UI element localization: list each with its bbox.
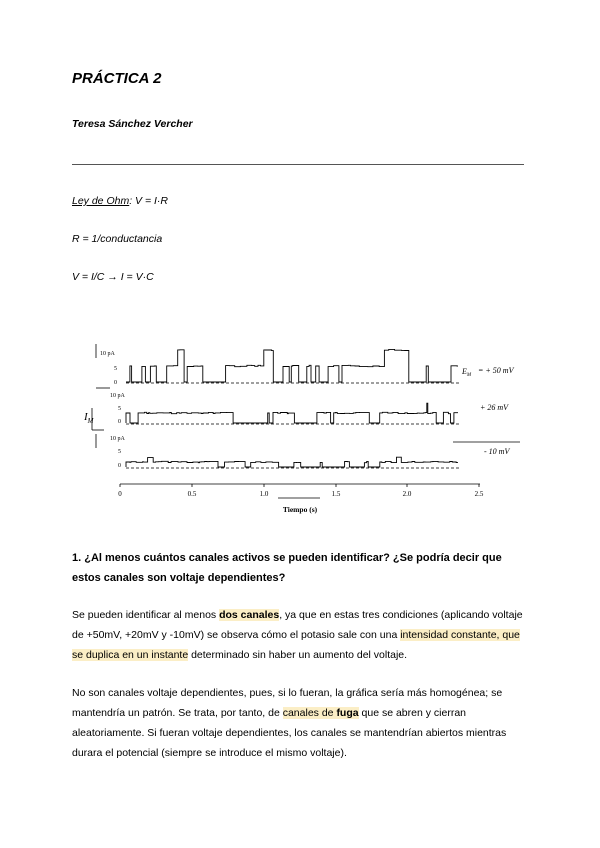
p1-highlight-2: intensidad constante, que se duplica en un instante [72,629,520,661]
trace1-scale-zero: 0 [114,380,117,386]
trace-group [126,349,458,467]
ohm-law-formula: : V = I·R [129,195,169,207]
x-tick-3: 1.5 [331,490,341,498]
trace-minus10mv [126,457,458,467]
trace-26mv [126,403,458,423]
x-tick-1: 0.5 [187,490,197,498]
trace1-em-label: $E_M$ [462,367,472,378]
p2-highlight-bold: fuga [336,707,359,719]
p1-highlight-1: dos canales [219,609,280,621]
ohm-law-label: Ley de Ohm [72,195,130,207]
trace1-scale-mid: 5 [114,366,117,372]
voltage-definition: V = I/C → I = V·C [72,271,154,283]
ohm-law [72,195,168,207]
p1-text-2: , ya que en estas tres condiciones (aplicando voltaje de +50mV, +20mV y -10mV) se observa cómo el potasio sale con una [72,609,523,641]
trace3-scale-zero: 0 [118,463,121,469]
p1-text-3: determinado sin haber un aumento del voltaje. [188,649,408,661]
trace2-scale-mid: 5 [118,406,121,412]
x-tick-5: 2.5 [474,490,484,498]
trace3-scale-mid: 5 [118,449,121,455]
x-tick-2: 1.0 [259,490,269,498]
page-title: PRÁCTICA 2 [72,70,162,87]
trace1-scale-top: 10 pA [100,351,115,357]
x-tick-4: 2.0 [402,490,412,498]
trace-50mv [126,349,458,382]
question-1: 1. ¿Al menos cuántos canales activos se pueden identificar? ¿Se podría decir que estos canales son voltaje dependientes? [72,552,502,584]
p2-text-2: que se abren y cierran aleatoriamente. Si fueran voltaje dependientes, los canales se mantendrían abiertos mientras durara el potencial (siempre se introduce el mismo voltaje). [72,707,507,759]
trace1-voltage-label: = + 50 mV [478,366,514,375]
author-name: Teresa Sánchez Vercher [72,118,193,130]
answer-paragraph-2 [72,683,532,763]
p2-highlight-1: canales de [282,707,337,719]
trace2-scale-zero: 0 [118,419,121,425]
trace2-voltage-label: + 26 mV [480,403,509,412]
trace2-scale-top: 10 pA [110,393,125,399]
trace3-voltage-label: - 10 mV [484,447,510,456]
x-axis-label: Tiempo (s) [282,505,318,514]
trace3-scale-top: 10 pA [110,436,125,442]
divider [72,164,524,165]
p2-text-1: No son canales voltaje dependientes, pues, si lo fueran, la gráfica sería más homogénea; se mantendría un patrón. Se trata, por tanto, de [72,687,503,719]
p1-text-1: Se pueden identificar al menos [72,609,220,621]
answer-paragraph-1 [72,605,532,665]
resistance-definition: R = 1/conductancia [72,233,163,245]
x-tick-0: 0 [118,490,122,498]
current-traces-figure [80,330,530,520]
y-axis-label: $I_M$ [84,411,94,425]
